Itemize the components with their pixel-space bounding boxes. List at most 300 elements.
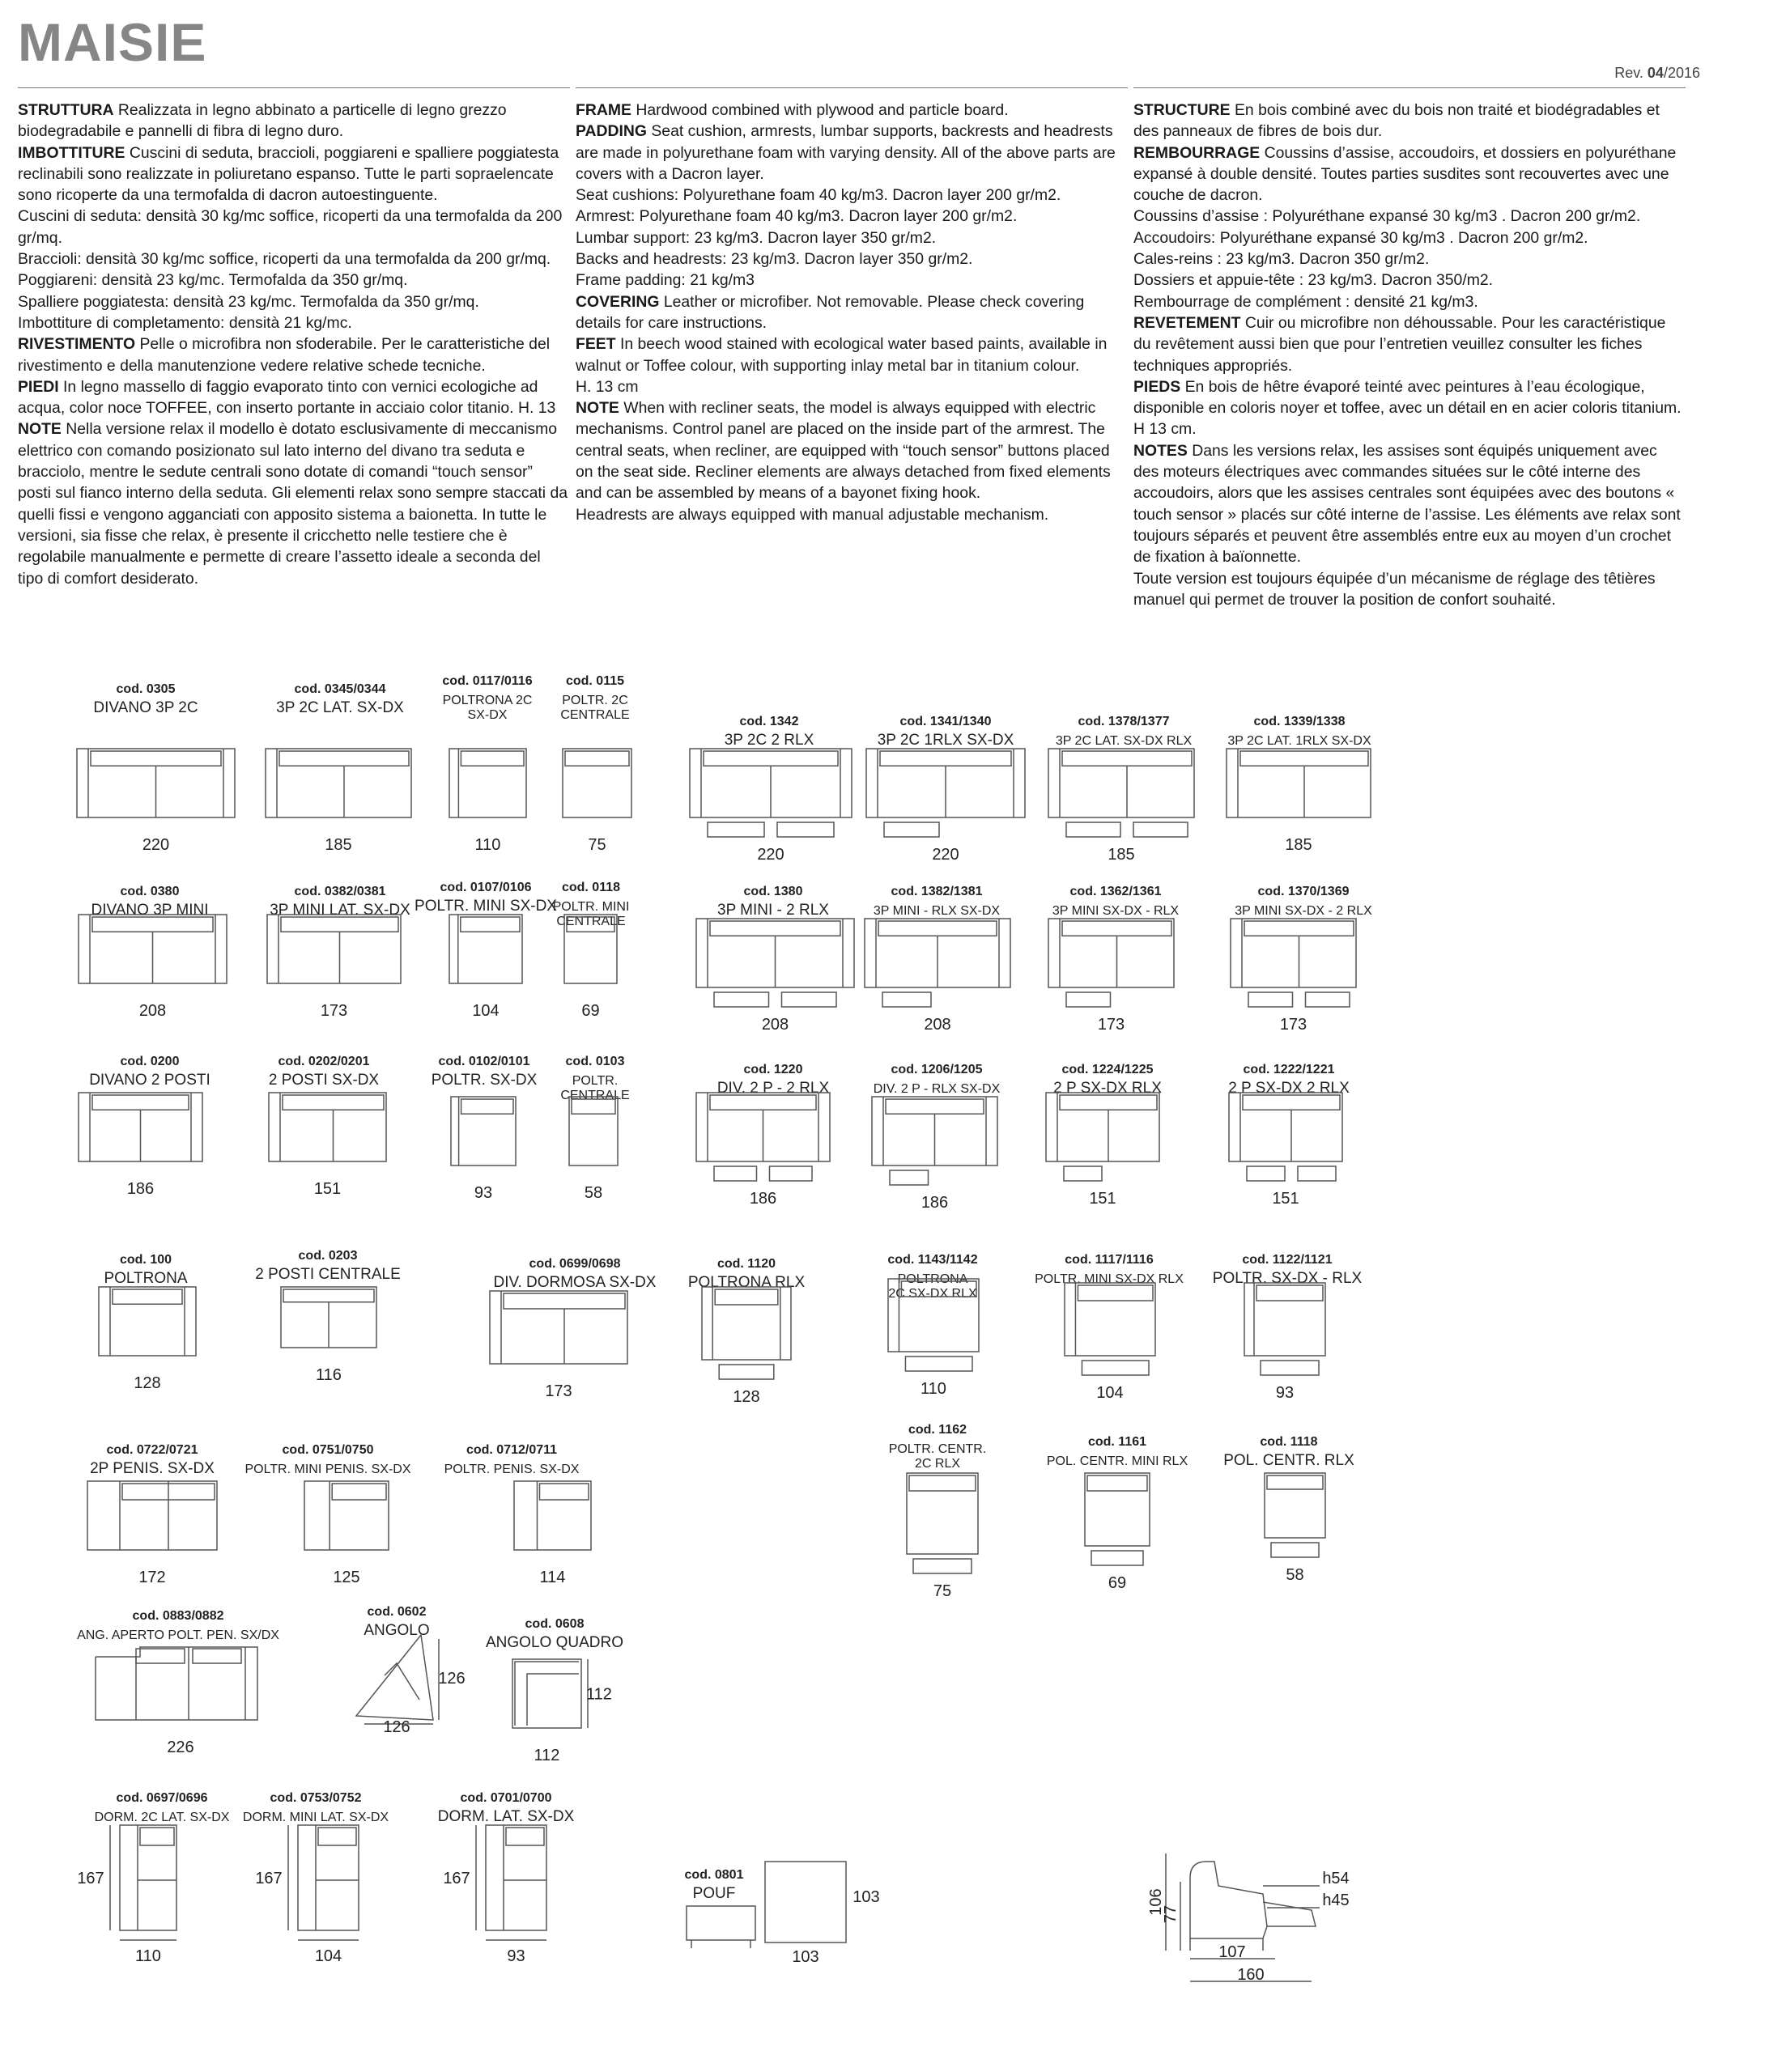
- module-name: POLTRONA: [104, 1270, 188, 1287]
- module-width: 103: [792, 1948, 819, 1966]
- module-width: 173: [1097, 1016, 1125, 1034]
- module-name: 3P MINI SX-DX - RLX: [1052, 904, 1180, 918]
- recliner-footrest: [890, 1170, 929, 1185]
- module-1339-1338: [1227, 715, 1371, 854]
- spec-text: Realizzata in legno abbinato a particelle di legno grezzo biodegradabile e pannelli di fibra di legno duro.: [18, 101, 507, 141]
- backrest: [1267, 1475, 1323, 1489]
- module-code: cod. 1224/1225: [1061, 1063, 1154, 1076]
- module-width: 104: [1096, 1384, 1124, 1402]
- module-width: 110: [135, 1947, 161, 1965]
- module-width: 173: [545, 1382, 572, 1400]
- profile-recliner: [1263, 1902, 1316, 1926]
- module-outline: [304, 1481, 389, 1550]
- module-name: POLTR. SX-DX: [431, 1072, 538, 1089]
- module-code: cod. 1162: [908, 1423, 967, 1437]
- module-0117-0116: [442, 674, 532, 854]
- module-outline: [298, 1825, 359, 1930]
- revision-number: 04: [1647, 65, 1664, 81]
- backrest: [113, 1289, 182, 1304]
- module-name: 3P 2C LAT. SX-DX RLX: [1055, 734, 1193, 748]
- side-profile: [1147, 1853, 1350, 1984]
- recliner-footrest: [1261, 1361, 1319, 1375]
- spec-text: Leather or microfiber. Not removable. Please check covering details for care instructions.: [576, 292, 1085, 332]
- module-width: 69: [1108, 1574, 1127, 1592]
- module-width: 186: [126, 1180, 155, 1198]
- recliner-footrest: [1298, 1166, 1336, 1181]
- module-name: POLTR. MINI SX-DX: [415, 898, 557, 915]
- recliner-footrest: [1247, 1166, 1285, 1181]
- module-code: cod. 0203: [298, 1249, 358, 1263]
- module-0602: [356, 1605, 466, 1736]
- backrest: [332, 1484, 386, 1500]
- module-name: POL. CENTR. MINI RLX: [1046, 1454, 1188, 1468]
- recliner-footrest: [1082, 1361, 1149, 1375]
- module-name: ANGOLO: [364, 1622, 430, 1639]
- spec-text: Dossiers et appuie-tête : 23 kg/m3. Dacron 350/m2.: [1133, 271, 1494, 290]
- backrest: [506, 1828, 544, 1845]
- module-code: cod. 0701/0700: [460, 1791, 552, 1805]
- module-0382-0381: [267, 885, 410, 1020]
- module-width: 104: [472, 1002, 500, 1020]
- module-code: cod. 0117/0116: [442, 674, 533, 688]
- module-code: cod. 1341/1340: [899, 715, 992, 728]
- module-code: cod. 0602: [367, 1605, 427, 1619]
- module-name: POLTR.: [572, 1074, 619, 1088]
- module-code: cod. 0115: [565, 674, 625, 688]
- module-1370-1369: [1231, 885, 1372, 1034]
- module-outline: [267, 915, 401, 983]
- module-width: 151: [1272, 1190, 1299, 1208]
- module-1118: [1223, 1435, 1354, 1584]
- module-outline: [1227, 749, 1371, 817]
- module-depth: 103: [852, 1888, 880, 1906]
- module-width: 220: [142, 836, 170, 854]
- module-0118: [553, 881, 630, 1020]
- module-width: 220: [932, 846, 959, 864]
- module-code: cod. 1222/1221: [1243, 1063, 1335, 1076]
- module-code: cod. 0382/0381: [294, 885, 386, 898]
- module-name: DIVANO 3P MINI: [91, 902, 209, 919]
- module-width: 208: [924, 1016, 951, 1034]
- module-1161: [1047, 1435, 1188, 1592]
- spec-text: Seat cushion, armrests, lumbar supports, backrests and headrests are made in polyurethane foam with varying density. All of the above parts are covers with a Dacron layer.: [576, 122, 1116, 183]
- module-code: cod. 0107/0106: [440, 881, 532, 894]
- spec-text: When with recliner seats, the model is always equipped with electric mechanisms. Control panel are placed on the inside part of the armrest. The central seats, when recliner, are equipped with “touch sensor” buttons placed on the seat side. Recliner elements are always detached from fixed elements and can be assembled by means of a bayonet fixing hook.: [576, 399, 1111, 503]
- spec-text: Accoudoirs: Polyuréthane expansé 30 kg/m3 . Dacron 200 gr/m2.: [1133, 228, 1588, 247]
- module-code: cod. 0699/0698: [529, 1257, 621, 1271]
- backrest: [710, 1095, 816, 1110]
- module-width: 58: [584, 1184, 603, 1202]
- module-0203: [255, 1249, 401, 1384]
- module-0305: [77, 682, 235, 854]
- module-name: 3P 2C 2 RLX: [724, 732, 814, 749]
- spec-text: Dans les versions relax, les assises sont équipés uniquement avec des moteurs électriques avec commandes situées sur le côté interne des accoudoirs, alors que les assises centrales sont équipées avec des boutons « touch sensor » placés sur côté interne de l’assise. Les éléments ave relax sont toujours séparés et peuvent être assemblés entre eux au moyen d’un crochet de fixation à baïonnette.: [1133, 441, 1681, 567]
- backrest: [1256, 1285, 1323, 1301]
- backrest: [193, 1649, 241, 1663]
- module-code: cod. 1161: [1087, 1435, 1147, 1449]
- spec-text: Cales-reins : 23 kg/m3. Dacron 350 gr/m2.: [1133, 250, 1430, 269]
- module-1342: [690, 715, 852, 864]
- recliner-footrest: [714, 1166, 757, 1181]
- recliner-footrest: [1248, 992, 1293, 1007]
- module-outline: [569, 1097, 618, 1166]
- profile-outline: [1190, 1862, 1267, 1938]
- module-0345-0344: [266, 682, 411, 854]
- module-width: 93: [474, 1184, 493, 1202]
- module-0115: [560, 674, 631, 854]
- module-code: cod. 100: [119, 1253, 172, 1267]
- module-code: cod. 1220: [743, 1063, 803, 1076]
- module-code: cod. 0753/0752: [270, 1791, 362, 1805]
- module-0697-0696: [77, 1791, 229, 1965]
- module-name: DORM. LAT. SX-DX: [437, 1808, 575, 1825]
- module-100: [99, 1253, 196, 1392]
- backrest: [91, 751, 221, 766]
- spec-text: Toute version est toujours équipée d’un mécanisme de réglage des têtières manuel qui permet de trouver la position de confort souhaité.: [1133, 569, 1656, 609]
- backrest: [565, 751, 629, 766]
- module-outline: [1085, 1473, 1150, 1546]
- module-code: cod. 0380: [120, 885, 180, 898]
- profile-depth: 107: [1218, 1943, 1246, 1961]
- module-name: POLTR. 2C: [562, 694, 628, 707]
- backrest: [515, 1662, 579, 1726]
- module-code: cod. 0722/0721: [106, 1443, 198, 1457]
- module-outline: [269, 1093, 386, 1161]
- module-code: cod. 1339/1338: [1253, 715, 1346, 728]
- spec-text: Rembourrage de complément : densité 21 kg/m3.: [1133, 292, 1478, 311]
- backrest: [1062, 751, 1192, 766]
- backrest: [1240, 751, 1368, 766]
- spec-text: Cuscini di seduta: densità 30 kg/mc soffice, ricoperti da una termofalda da 200 gr/mq.: [18, 207, 563, 247]
- module-code: cod. 1380: [743, 885, 803, 898]
- backrest: [909, 1475, 976, 1491]
- profile-seat-height: h45: [1322, 1892, 1350, 1909]
- module-width: 173: [320, 1002, 348, 1020]
- module-code: cod. 0697/0696: [116, 1791, 208, 1805]
- module-name: ANG. APERTO POLT. PEN. SX/DX: [77, 1628, 279, 1642]
- spec-text: En bois de hêtre évaporé teinté avec peintures à l’eau écologique, disponible en coloris noyer et toffee, avec un détail en en acier coloris titanium.: [1133, 377, 1682, 418]
- module-name: 2 P SX-DX 2 RLX: [1228, 1080, 1350, 1097]
- spec-text: Pelle o microfibra non sfoderabile. Per le caratteristiche del rivestimento e della manutenzione vedere relative schede tecniche.: [18, 335, 551, 375]
- module-outline: [563, 749, 631, 817]
- backrest: [318, 1828, 356, 1845]
- module-code: cod. 0712/0711: [466, 1443, 558, 1457]
- module-name: DIV. DORMOSA SX-DX: [493, 1274, 657, 1291]
- module-0712-0711: [444, 1443, 591, 1586]
- module-name: 3P 2C 1RLX SX-DX: [877, 732, 1014, 749]
- backrest: [461, 917, 520, 932]
- module-code: cod. 0305: [116, 682, 176, 696]
- module-width: 186: [749, 1190, 777, 1208]
- module-1162: [889, 1423, 987, 1600]
- module-1222-1221: [1228, 1063, 1350, 1208]
- module-name: 2C SX-DX RLX: [888, 1287, 977, 1301]
- module-outline: [512, 1659, 581, 1728]
- module-width: 93: [1275, 1384, 1295, 1402]
- spec-text: In beech wood stained with ecological water based paints, available in walnut or Toffee colour, with supporting inlay metal bar in titanium colour.: [576, 335, 1108, 375]
- spec-text: Cuir ou microfibre non déhoussable. Pour les caractéristique du revêtement aussi bien que pour l’entretien veuillez consulter les fiches techniques appropriés.: [1133, 313, 1666, 375]
- spec-heading: REVETEMENT: [1133, 313, 1241, 332]
- recliner-footrest: [1064, 1166, 1102, 1181]
- backrest: [283, 1095, 384, 1110]
- spec-heading: NOTE: [576, 399, 619, 418]
- module-name: POL. CENTR. RLX: [1223, 1452, 1354, 1469]
- module-code: cod. 0202/0201: [278, 1055, 370, 1068]
- profile-back-height: 77: [1162, 1904, 1180, 1924]
- module-width: 116: [316, 1366, 342, 1384]
- module-code: cod. 0103: [565, 1055, 625, 1068]
- module-outline: [1231, 919, 1356, 987]
- spec-text: Imbottiture di completamento: densità 21 kg/mc.: [18, 313, 352, 332]
- backrest: [461, 1099, 513, 1114]
- module-name: DIV. 2 P - RLX SX-DX: [873, 1082, 1001, 1096]
- module-width: 110: [921, 1380, 946, 1398]
- pouf-side-view: [687, 1906, 755, 1940]
- module-name: POLTR. MINI: [552, 900, 630, 914]
- module-name: 2 P SX-DX RLX: [1053, 1080, 1162, 1097]
- recliner-footrest: [708, 822, 764, 837]
- spec-text: Headrests are always equipped with manual adjustable mechanism.: [576, 505, 1049, 524]
- backrest: [281, 917, 398, 932]
- module-outline: [1048, 749, 1194, 817]
- module-1122-1121: [1213, 1253, 1363, 1402]
- spec-heading: FEET: [576, 335, 616, 354]
- module-name: POLTR. PENIS. SX-DX: [444, 1463, 580, 1476]
- backrest: [279, 751, 409, 766]
- module-width: 208: [761, 1016, 789, 1034]
- module-name: 3P MINI - RLX SX-DX: [873, 904, 1001, 918]
- spec-heading: PIEDS: [1133, 377, 1181, 396]
- recliner-footrest: [913, 1559, 972, 1573]
- spec-text: Lumbar support: 23 kg/m3. Dacron layer 350 gr/m2.: [576, 228, 937, 247]
- module-width: 173: [1279, 1016, 1307, 1034]
- backrest: [1243, 1095, 1340, 1110]
- module-width: 172: [138, 1569, 166, 1586]
- backrest: [715, 1289, 778, 1305]
- module-1341-1340: [866, 715, 1025, 864]
- module-name: 2C RLX: [914, 1457, 961, 1471]
- module-outline: [490, 1291, 627, 1364]
- module-name: POLTR. CENTR.: [888, 1442, 987, 1456]
- module-1206-1205: [872, 1063, 1001, 1212]
- module-1143-1142: [887, 1253, 979, 1398]
- module-code: cod. 1342: [739, 715, 799, 728]
- module-outline: [1046, 1093, 1159, 1161]
- backrest: [886, 1099, 984, 1114]
- module-1378-1377: [1048, 715, 1194, 864]
- spec-text: Armrest: Polyurethane foam 40 kg/m3. Dacron layer 200 gr/m2.: [576, 207, 1018, 226]
- spec-text: Poggiareni: densità 23 kg/mc. Termofalda da 350 gr/mq.: [18, 271, 408, 290]
- module-code: cod. 0883/0882: [132, 1609, 224, 1623]
- module-0722-0721: [87, 1443, 217, 1586]
- recliner-footrest: [1271, 1543, 1319, 1557]
- recliner-footrest: [905, 1357, 972, 1371]
- module-0202-0201: [269, 1055, 386, 1198]
- module-name: ANGOLO QUADRO: [486, 1634, 623, 1651]
- spec-heading: NOTE: [18, 420, 62, 439]
- profile-headrest-height: h54: [1322, 1870, 1350, 1887]
- spec-text: Spalliere poggiatesta: densità 23 kg/mc. Termofalda da 350 gr/mq.: [18, 292, 479, 311]
- spec-text: Hardwood combined with plywood and particle board.: [631, 101, 1009, 119]
- recliner-footrest: [782, 992, 837, 1007]
- module-code: cod. 0200: [120, 1055, 180, 1068]
- module-code: cod. 1120: [716, 1257, 776, 1271]
- module-code: cod. 1378/1377: [1078, 715, 1170, 728]
- module-name: CENTRALE: [560, 708, 630, 722]
- spec-text: Coussins d’assise : Polyuréthane expansé 30 kg/m3 . Dacron 200 gr/m2.: [1133, 207, 1641, 226]
- module-code: cod. 1143/1142: [887, 1253, 978, 1267]
- backrest: [1062, 921, 1171, 936]
- module-width: 208: [138, 1002, 167, 1020]
- module-width: 185: [1285, 836, 1312, 854]
- module-outline: [514, 1481, 591, 1550]
- module-name: 3P 2C LAT. SX-DX: [276, 699, 404, 716]
- recliner-footrest: [1066, 822, 1120, 837]
- backrest-inner: [527, 1674, 579, 1726]
- module-name: DORM. 2C LAT. SX-DX: [94, 1811, 230, 1824]
- module-outline: [1265, 1473, 1325, 1538]
- spec-heading: REMBOURRAGE: [1133, 143, 1261, 162]
- module-code: cod. 0102/0101: [438, 1055, 530, 1068]
- backrest: [1078, 1285, 1153, 1301]
- backrest: [385, 1663, 419, 1700]
- revision-year: /2016: [1663, 65, 1700, 81]
- module-code: cod. 0118: [561, 881, 621, 894]
- module-0699-0698: [490, 1257, 657, 1400]
- module-1220: [696, 1063, 830, 1208]
- module-0608: [486, 1617, 623, 1764]
- spec-text: H 13 cm.: [1133, 420, 1197, 439]
- module-outline: [1229, 1093, 1342, 1161]
- module-code: cod. 1362/1361: [1069, 885, 1162, 898]
- module-name: 3P MINI LAT. SX-DX: [270, 902, 410, 919]
- module-1120: [688, 1257, 806, 1406]
- module-outline: [99, 1287, 196, 1356]
- module-1382-1381: [865, 885, 1010, 1034]
- module-1117-1116: [1035, 1253, 1184, 1402]
- recliner-footrest: [884, 822, 939, 837]
- recliner-footrest: [1306, 992, 1350, 1007]
- spec-text: En bois combiné avec du bois non traité et biodégradables et des panneaux de fibres de bois dur.: [1133, 101, 1660, 141]
- backrest: [1087, 1475, 1147, 1491]
- pouf-top-view: [765, 1862, 846, 1942]
- backrest: [92, 1095, 189, 1110]
- page-title: MAISIE: [18, 12, 207, 72]
- backrest: [880, 751, 1011, 766]
- module-width: 128: [134, 1374, 161, 1392]
- recliner-footrest: [1066, 992, 1111, 1007]
- profile-depth-reclined: 160: [1237, 1966, 1265, 1984]
- spec-text: In legno massello di faggio evaporato tinto con vernici ecologiche ad acqua, color noce TOFFEE, con inserto portante in acciaio color titanio. H. 13: [18, 377, 556, 418]
- module-width: 93: [507, 1947, 525, 1965]
- module-outline: [486, 1825, 546, 1930]
- module-name: POLTRONA RLX: [687, 1274, 806, 1291]
- spec-text: Frame padding: 21 kg/m3: [576, 271, 755, 290]
- spec-text: Coussins d’assise, accoudoirs, et dossiers en polyuréthane expansé à double densité. Toutes parties susdites sont recouvertes avec une couche de dacron.: [1133, 143, 1677, 205]
- recliner-footrest: [714, 992, 769, 1007]
- module-name: 3P MINI - 2 RLX: [717, 902, 829, 919]
- module-name: 3P MINI SX-DX - 2 RLX: [1235, 904, 1372, 918]
- module-name: POLTR. MINI SX-DX RLX: [1035, 1272, 1184, 1286]
- profile-total-height: 106: [1147, 1888, 1165, 1916]
- module-0200: [79, 1055, 210, 1198]
- backrest: [1244, 921, 1354, 936]
- module-name: CENTRALE: [560, 1089, 630, 1102]
- module-width: 75: [933, 1582, 952, 1600]
- module-width: 220: [757, 846, 784, 864]
- module-name: 2P PENIS. SX-DX: [90, 1460, 215, 1477]
- spec-heading: RIVESTIMENTO: [18, 335, 136, 354]
- spec-text: Cuscini di seduta, braccioli, poggiareni e spalliere poggiatesta reclinabili sono realizzate in poliuretano espanso. Tutte le parti sopraelencate sono ricoperte da una termofalda di dacron autoestinguente.: [18, 143, 559, 205]
- module-0883-0882: [77, 1609, 279, 1756]
- backrest: [136, 1649, 185, 1663]
- module-name: DIVANO 2 POSTI: [89, 1072, 210, 1089]
- recliner-footrest: [1091, 1551, 1143, 1565]
- module-name: DIVANO 3P 2C: [93, 699, 198, 716]
- module-outline: [96, 1647, 257, 1720]
- recliner-footrest: [1133, 822, 1188, 837]
- module-code: cod. 0608: [525, 1617, 585, 1631]
- module-width: 151: [313, 1180, 342, 1198]
- backrest: [92, 917, 213, 932]
- spec-heading: FRAME: [576, 101, 631, 119]
- module-code: cod. 1206/1205: [891, 1063, 983, 1076]
- backrest: [461, 751, 524, 766]
- module-depth: 167: [255, 1870, 283, 1887]
- spec-text: Backs and headrests: 23 kg/m3. Dacron layer 350 gr/m2.: [576, 250, 973, 269]
- module-0103: [560, 1055, 629, 1202]
- backrest: [140, 1828, 174, 1845]
- module-width: 110: [474, 836, 501, 854]
- backrest: [540, 1484, 589, 1500]
- module-name: CENTRALE: [556, 915, 626, 928]
- revision-prefix: Rev.: [1614, 65, 1648, 81]
- module-0751-0750: [244, 1443, 410, 1586]
- module-name: POLTRONA 2C: [442, 694, 533, 707]
- spec-heading: PIEDI: [18, 377, 59, 396]
- module-code: cod. 1122/1121: [1242, 1253, 1333, 1267]
- module-name: POLTR. SX-DX - RLX: [1212, 1270, 1363, 1287]
- module-name: POLTR. MINI PENIS. SX-DX: [244, 1463, 411, 1476]
- module-width: 104: [314, 1947, 342, 1965]
- spec-heading: IMBOTTITURE: [18, 143, 125, 162]
- recliner-footrest: [770, 1166, 813, 1181]
- module-width: 75: [588, 836, 606, 854]
- module-code: cod. 1370/1369: [1257, 885, 1350, 898]
- backrest: [704, 751, 838, 766]
- module-width: 126: [383, 1718, 410, 1736]
- module-depth: 167: [443, 1870, 470, 1887]
- module-outline: [356, 1635, 433, 1720]
- module-code: cod. 1118: [1260, 1435, 1318, 1449]
- spec-text: Braccioli: densità 30 kg/mc soffice, ricoperti da una termofalda da 200 gr/mq.: [18, 250, 551, 269]
- module-1362-1361: [1048, 885, 1179, 1034]
- module-name: DIV. 2 P - 2 RLX: [716, 1080, 830, 1097]
- recliner-footrest: [719, 1365, 774, 1379]
- module-depth: 112: [586, 1685, 612, 1704]
- module-width: 128: [733, 1388, 760, 1406]
- spec-heading: NOTES: [1133, 441, 1188, 460]
- module-0380: [79, 885, 227, 1020]
- spec-heading: STRUCTURE: [1133, 101, 1231, 119]
- module-name: 2 POSTI SX-DX: [268, 1072, 380, 1089]
- module-1380: [696, 885, 854, 1034]
- spec-heading: PADDING: [576, 122, 647, 141]
- backrest: [710, 921, 840, 936]
- module-name: DORM. MINI LAT. SX-DX: [242, 1811, 389, 1824]
- module-0701-0700: [438, 1791, 575, 1965]
- spec-text: H. 13 cm: [576, 377, 639, 396]
